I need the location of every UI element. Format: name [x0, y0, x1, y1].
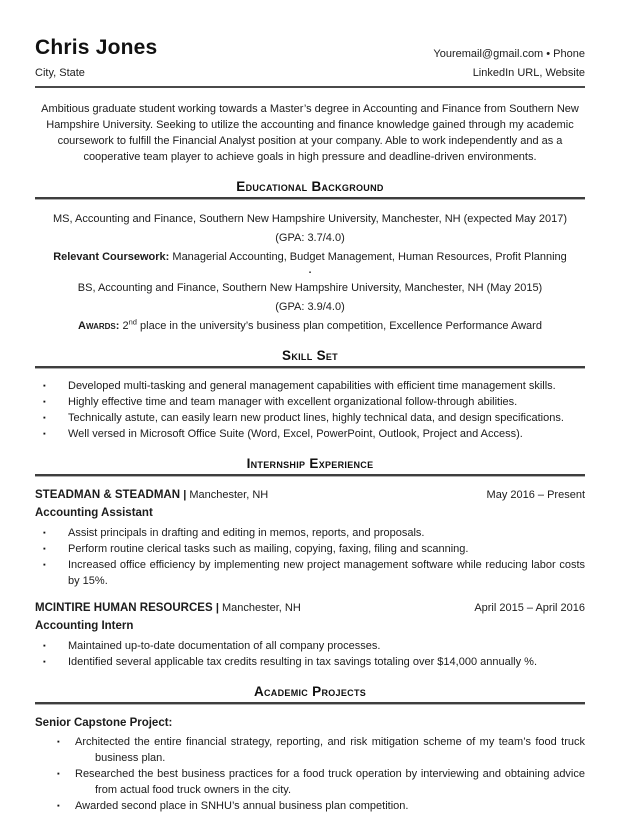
list-item — [35, 654, 585, 670]
degree-ms: MS, Accounting and Finance, Southern New Hampshire University, Manchester, NH (expected May 2017) — [53, 213, 567, 225]
bullet-icon: ▪ — [43, 413, 46, 422]
list-item — [35, 798, 585, 814]
gpa-ms: (GPA: 3.7/4.0) — [275, 232, 345, 244]
contact-email-phone: Youremail@gmail.com • Phone — [433, 48, 585, 60]
list-item — [35, 734, 585, 766]
education-section — [35, 212, 585, 334]
job-bullet-text: Perform routine clerical tasks such as mailing, copying, faxing, filing and scanning. — [68, 543, 469, 555]
skill-text: Highly effective time and team manager with excellent organizational follow-through abilities. — [68, 396, 518, 408]
bullet-icon: ▪ — [43, 397, 46, 406]
job-bullets — [35, 638, 585, 670]
contact-linkedin-website: LinkedIn URL, Website — [472, 67, 585, 79]
job-location: Manchester, NH — [218, 602, 301, 614]
job-dates: April 2015 – April 2016 — [474, 602, 585, 614]
project-bullet-text: Researched the best business practices for a food truck operation by interviewing and obtaining advice from actual food truck owners in the city. — [75, 768, 585, 796]
summary-paragraph: Ambitious graduate student working towards a Master’s degree in Accounting and Finance from Southern New Hampshire University. Seeking to utilize the accounting and finance knowledge gained through my academic coursework to fulfill the Financial Analyst position at your company. Able to work independently and as a cooperative team player to achieve goals in high pressure and deadline-driven environments. — [41, 103, 579, 163]
bullet-icon: ▪ — [43, 528, 46, 537]
job-header — [35, 602, 585, 614]
job-dates: May 2016 – Present — [486, 489, 585, 501]
header-line2 — [35, 67, 585, 88]
company-name: MCINTIRE HUMAN RESOURCES — [35, 602, 216, 614]
section-heading-projects: Academic Projects — [35, 684, 585, 704]
job-bullets — [35, 525, 585, 589]
awards-ordinal: nd — [128, 317, 137, 327]
list-item — [35, 394, 585, 410]
section-heading-education: Educational Background — [35, 179, 585, 199]
degree-bs: BS, Accounting and Finance, Southern New Hampshire University, Manchester, NH (May 2015) — [77, 282, 543, 294]
job-bullet-text: Assist principals in drafting and editing in memos, reports, and proposals. — [68, 527, 425, 539]
gpa-bs: (GPA: 3.9/4.0) — [275, 301, 345, 313]
skill-text: Well versed in Microsoft Office Suite (Word, Excel, PowerPoint, Outlook, Project and Access). — [68, 428, 523, 440]
awards-line — [35, 319, 585, 334]
contact-city-state: City, State — [35, 67, 85, 79]
job-company-line — [35, 489, 268, 501]
list-item — [35, 525, 585, 541]
bullet-icon: ▪ — [43, 657, 46, 666]
list-item — [35, 766, 585, 798]
awards-label: Awards: — [78, 320, 120, 332]
list-item — [35, 541, 585, 557]
job-bullet-text: Identified several applicable tax credits resulting in tax savings totaling over $14,000 annually %. — [68, 656, 537, 668]
job-header — [35, 489, 585, 501]
job-bullet-text: Maintained up-to-date documentation of all company processes. — [68, 640, 381, 652]
stray-mark: ▪ — [308, 270, 312, 276]
project-bullet-text: Architected the entire financial strategy, reporting, and risk mitigation scheme of my team’s food truck business plan. — [75, 736, 585, 764]
awards-text: place in the university’s business plan competition, Excellence Performance Award — [136, 320, 542, 332]
list-item — [35, 410, 585, 426]
job-title: Accounting Intern — [35, 620, 134, 632]
project-bullets — [35, 734, 585, 814]
section-heading-experience: Internship Experience — [35, 456, 585, 476]
coursework-label: Relevant Coursework: — [53, 251, 170, 263]
job-company-line — [35, 602, 301, 614]
project-bullet-text: Awarded second place in SNHU’s annual business plan competition. — [75, 800, 409, 812]
header — [35, 36, 585, 60]
page-title: Chris Jones — [35, 36, 158, 59]
coursework-text: Managerial Accounting, Budget Management, Human Resources, Profit Planning — [169, 251, 567, 263]
job-entry-mcintire — [35, 602, 585, 670]
bullet-icon: ▪ — [57, 737, 60, 746]
bullet-icon: ▪ — [43, 560, 46, 569]
skills-list — [35, 378, 585, 442]
bullet-icon: ▪ — [43, 429, 46, 438]
coursework-line — [35, 250, 585, 265]
separator: | — [215, 602, 219, 614]
list-item — [35, 426, 585, 442]
job-title: Accounting Assistant — [35, 507, 153, 519]
list-item — [35, 557, 585, 589]
projects-section — [35, 717, 585, 814]
bullet-icon: ▪ — [43, 641, 46, 650]
list-item — [35, 378, 585, 394]
awards-number: 2 — [119, 320, 129, 332]
job-entry-steadman — [35, 489, 585, 589]
bullet-icon: ▪ — [57, 801, 60, 810]
bullet-icon: ▪ — [43, 381, 46, 390]
skill-text: Developed multi-tasking and general management capabilities with efficient time management skills. — [68, 380, 556, 392]
project-title: Senior Capstone Project: — [35, 717, 173, 729]
list-item — [35, 638, 585, 654]
section-heading-skills: Skill Set — [35, 348, 585, 368]
company-name: STEADMAN & STEADMAN — [35, 489, 184, 501]
skill-text: Technically astute, can easily learn new product lines, highly technical data, and design specifications. — [68, 412, 564, 424]
separator: | — [183, 489, 187, 501]
bullet-icon: ▪ — [57, 769, 60, 778]
job-bullet-text: Increased office efficiency by implementing new project management software while reducing labor costs by 15%. — [68, 559, 585, 587]
job-location: Manchester, NH — [186, 489, 269, 501]
bullet-icon: ▪ — [43, 544, 46, 553]
